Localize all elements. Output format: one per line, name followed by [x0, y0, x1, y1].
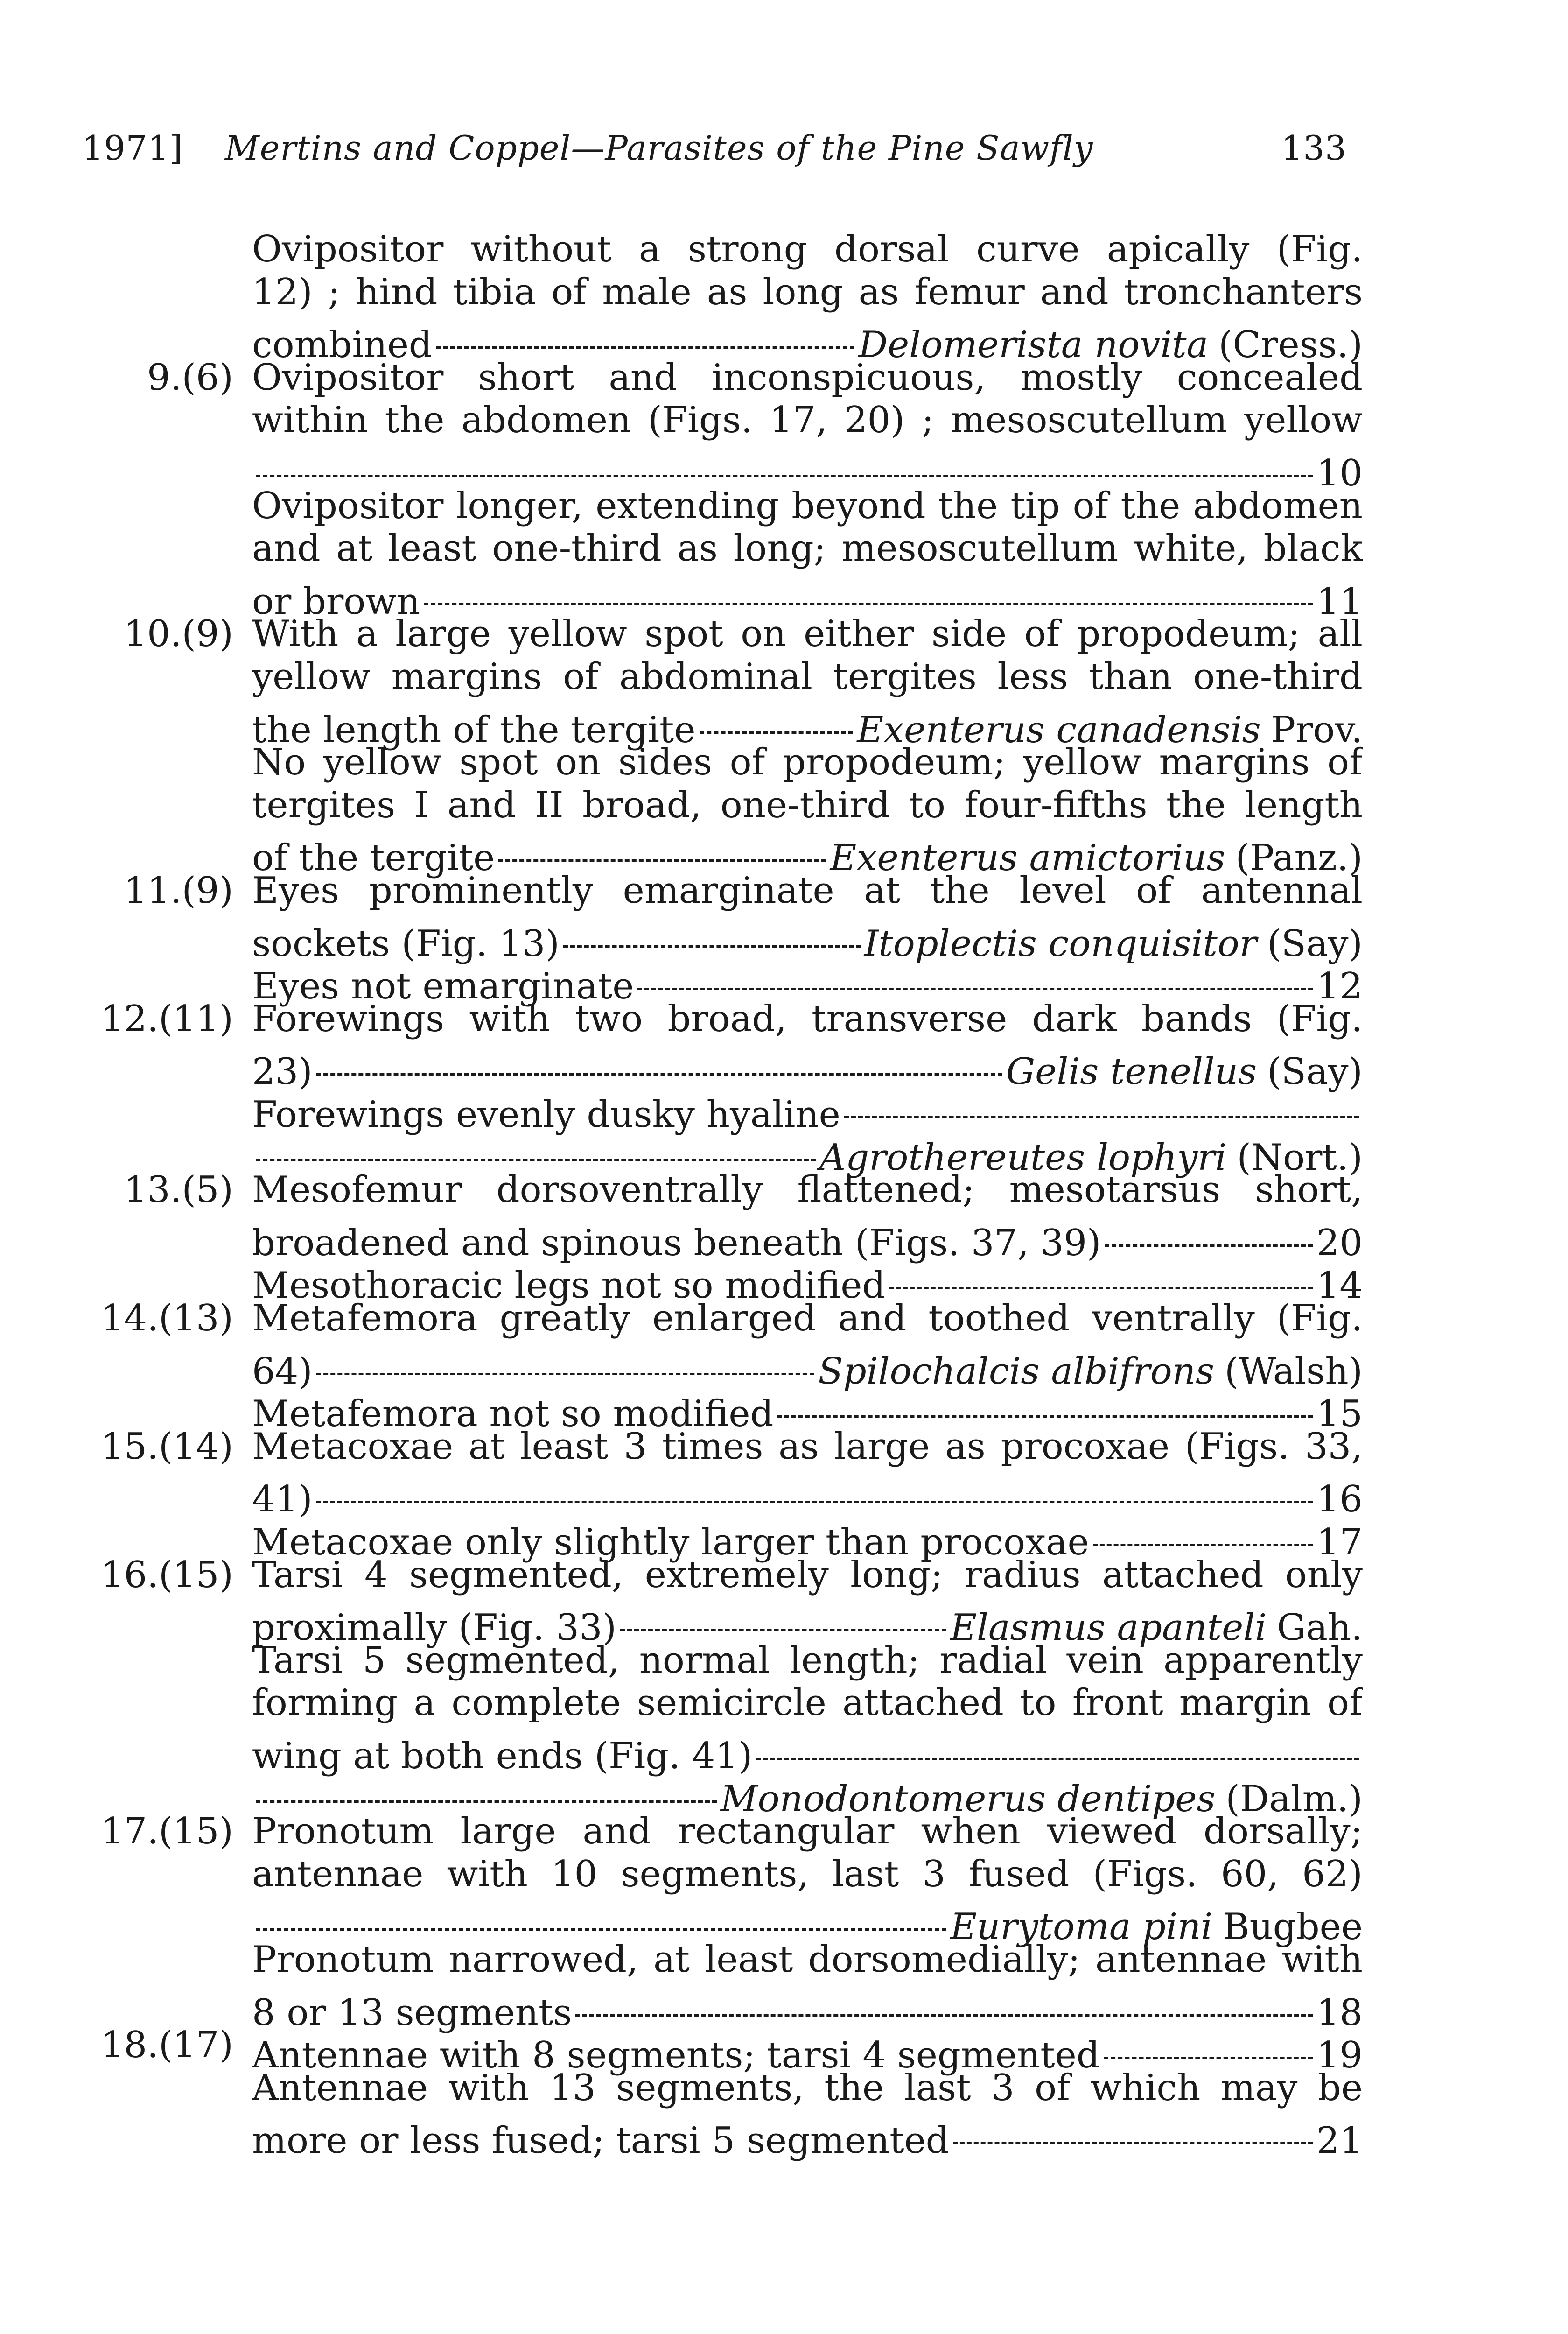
dotted-leader	[256, 1125, 816, 1170]
line-text: Metacoxae only slightly larger than procoxae	[252, 1521, 1089, 1563]
dotted-leader	[316, 1339, 815, 1384]
key-line	[252, 1595, 1363, 1649]
line-text: With a large yellow spot on either side of propodeum; all	[252, 613, 1363, 655]
key-line	[252, 1253, 1363, 1307]
key-line	[252, 654, 1363, 699]
line-text: Eyes not emarginate	[252, 965, 634, 1008]
taxon-name: Monodontomerus dentipes	[720, 1778, 1216, 1820]
line-text: Metacoxae at least 3 times as large as procoxae (Figs. 33,	[252, 1425, 1363, 1468]
dotted-leader	[256, 1894, 946, 1939]
line-text: within the abdomen (Figs. 17, 20) ; mesoscutellum yellow	[252, 399, 1363, 442]
line-text: Ovipositor short and inconspicuous, mostly concealed	[252, 356, 1363, 399]
key-line	[252, 2066, 1363, 2110]
key-line	[252, 484, 1363, 528]
line-text: Antennae with 8 segments; tarsi 4 segmented	[252, 2034, 1100, 2077]
line-text: 23)	[252, 1051, 313, 1093]
dotted-leader	[953, 2108, 1313, 2153]
dotted-leader	[436, 312, 855, 357]
line-text: more or less fused; tarsi 5 segmented	[252, 2120, 949, 2162]
couplet-number: 10.(9)	[124, 613, 233, 655]
taxon-author: (Cress.)	[1218, 324, 1363, 366]
key-line	[252, 1167, 1363, 1212]
taxon-name: Spilochalcis albifrons	[818, 1350, 1215, 1392]
couplet-target: 15	[1316, 1393, 1363, 1435]
dotted-leader	[424, 569, 1313, 614]
line-text: yellow margins of abdominal tergites less than one-third	[252, 656, 1363, 698]
couplet-number: 9.(6)	[147, 356, 233, 399]
dotted-leader	[756, 1723, 1359, 1768]
key-line	[252, 1937, 1363, 1982]
taxon-name: Eurytoma pini	[950, 1906, 1213, 1948]
key-line	[252, 697, 1363, 751]
key-line	[252, 1339, 1363, 1392]
taxon-name: Agrothereutes lophyri	[819, 1136, 1227, 1179]
dotted-leader	[256, 1766, 717, 1811]
key-line	[252, 1553, 1363, 1597]
dotted-leader	[316, 1467, 1313, 1511]
couplet-number: 15.(14)	[100, 1425, 233, 1468]
key-line	[252, 526, 1363, 571]
key-line	[252, 868, 1363, 913]
key-line	[252, 312, 1363, 366]
couplet-target: 21	[1316, 2120, 1363, 2162]
dotted-leader	[498, 825, 826, 870]
line-text: No yellow spot on sides of propodeum; yellow margins of	[252, 741, 1363, 784]
dotted-leader	[316, 1039, 1002, 1084]
dotted-leader	[1104, 2023, 1313, 2067]
key-line	[252, 1296, 1363, 1341]
line-text: combined	[252, 324, 432, 366]
key-line	[252, 1125, 1363, 1179]
key-line	[252, 1852, 1363, 1897]
couplet-target: 18	[1316, 1991, 1363, 2034]
line-text: Ovipositor longer, extending beyond the tip of the abdomen	[252, 485, 1363, 527]
line-text: 41)	[252, 1478, 313, 1521]
line-text: and at least one-third as long; mesoscutellum white, black	[252, 527, 1363, 570]
line-text: 64)	[252, 1350, 313, 1392]
key-line	[252, 270, 1363, 315]
key-line	[252, 569, 1363, 623]
line-text: of the tergite	[252, 837, 495, 879]
key-line	[252, 2023, 1363, 2077]
line-text: Mesothoracic legs not so modified	[252, 1265, 886, 1307]
running-header	[82, 122, 1361, 174]
line-text: or brown	[252, 580, 420, 623]
couplet-target: 17	[1316, 1521, 1363, 1563]
key-line	[252, 1680, 1363, 1725]
couplet-number: 13.(5)	[124, 1169, 233, 1211]
key-line	[252, 1210, 1363, 1264]
taxon-name: Gelis tenellus	[1006, 1051, 1257, 1093]
taxon-author: (Say)	[1267, 922, 1363, 965]
line-text: broadened and spinous beneath (Figs. 37, 39)	[252, 1222, 1101, 1264]
couplet-number: 14.(13)	[100, 1297, 233, 1339]
line-text: sockets (Fig. 13)	[252, 922, 560, 965]
couplet-target: 16	[1316, 1478, 1363, 1521]
taxon-author: Bugbee	[1223, 1906, 1363, 1948]
dotted-leader	[256, 441, 1313, 485]
key-line	[252, 355, 1363, 400]
line-text: Metafemora greatly enlarged and toothed ventrally (Fig.	[252, 1297, 1363, 1339]
key-line	[252, 997, 1363, 1041]
couplet-target: 11	[1316, 580, 1363, 623]
taxon-author: (Dalm.)	[1225, 1778, 1363, 1820]
key-line	[252, 612, 1363, 656]
couplet-number: 17.(15)	[100, 1810, 233, 1853]
line-text: antennae with 10 segments, last 3 fused (Figs. 60, 62)	[252, 1853, 1363, 1895]
key-line	[252, 1082, 1363, 1136]
taxon-author: Gah.	[1277, 1607, 1363, 1649]
line-text: 12) ; hind tibia of male as long as femur and tronchanters	[252, 271, 1363, 313]
couplet-number: 18.(17)	[100, 2024, 233, 2067]
key-line	[252, 2108, 1363, 2162]
taxon-author: (Nort.)	[1237, 1136, 1363, 1179]
key-line	[252, 740, 1363, 785]
line-text: tergites I and II broad, one-third to four-fifths the length	[252, 784, 1363, 826]
couplet-number: 11.(9)	[124, 870, 233, 912]
line-text: Pronotum narrowed, at least dorsomedially; antennae with	[252, 1939, 1363, 1981]
line-text: Tarsi 4 segmented, extremely long; radius attached only	[252, 1554, 1363, 1596]
line-text: wing at both ends (Fig. 41)	[252, 1735, 753, 1777]
dotted-leader	[700, 697, 854, 742]
couplet-target: 12	[1316, 965, 1363, 1008]
dotted-leader	[1093, 1510, 1313, 1554]
dotted-leader	[637, 954, 1312, 998]
line-text: Mesofemur dorsoventrally flattened; mesotarsus short,	[252, 1169, 1363, 1211]
dotted-leader	[844, 1082, 1359, 1127]
header-title: Mertins and Coppel—Parasites of the Pine Sawfly	[225, 128, 1093, 168]
line-text: Eyes prominently emarginate at the level of antennal	[252, 870, 1363, 912]
key-line	[252, 1638, 1363, 1683]
dotted-leader	[889, 1253, 1312, 1298]
key-line	[252, 227, 1363, 272]
key-line	[252, 1039, 1363, 1093]
line-text: proximally (Fig. 33)	[252, 1607, 617, 1649]
couplet-number: 12.(11)	[100, 998, 233, 1040]
line-text: Metafemora not so modified	[252, 1393, 774, 1435]
key-line	[252, 1766, 1363, 1820]
taxon-author: (Walsh)	[1225, 1350, 1363, 1392]
taxon-name: Exenterus canadensis	[857, 709, 1261, 751]
line-text: Forewings evenly dusky hyaline	[252, 1094, 840, 1136]
taxon-author: Prov.	[1271, 709, 1363, 751]
line-text: Pronotum large and rectangular when viewed dorsally;	[252, 1810, 1363, 1853]
dotted-leader	[575, 1980, 1312, 2025]
line-text: 8 or 13 segments	[252, 1991, 572, 2034]
key-line	[252, 1894, 1363, 1948]
header-year: 1971]	[82, 128, 183, 168]
key-line	[252, 1467, 1363, 1521]
couplet-number: 16.(15)	[100, 1554, 233, 1596]
key-line	[252, 1381, 1363, 1435]
key-line	[252, 825, 1363, 879]
couplet-target: 10	[1316, 452, 1363, 494]
line-text: Tarsi 5 segmented, normal length; radial vein apparently	[252, 1639, 1363, 1681]
key-line	[252, 954, 1363, 1008]
taxon-name: Itoplectis conquisitor	[864, 922, 1257, 965]
page-number: 133	[1281, 128, 1347, 168]
taxon-author: (Panz.)	[1235, 837, 1363, 879]
line-text: the length of the tergite	[252, 709, 696, 751]
couplet-target: 19	[1316, 2034, 1363, 2077]
line-text: forming a complete semicircle attached to front margin of	[252, 1682, 1363, 1724]
key-line	[252, 1424, 1363, 1469]
couplet-target: 14	[1316, 1265, 1363, 1307]
dotted-leader	[563, 911, 861, 956]
dotted-leader	[1105, 1210, 1312, 1255]
line-text: Ovipositor without a strong dorsal curve apically (Fig.	[252, 228, 1363, 270]
line-text: Antennae with 13 segments, the last 3 of which may be	[252, 2067, 1363, 2109]
key-line	[252, 1809, 1363, 1854]
key-line	[252, 783, 1363, 828]
key-line	[252, 398, 1363, 443]
taxon-name: Delomerista novita	[858, 324, 1209, 366]
key-line	[252, 1980, 1363, 2034]
dotted-leader	[777, 1381, 1312, 1426]
dotted-leader	[620, 1595, 946, 1640]
key-line	[252, 911, 1363, 965]
taxon-name: Exenterus amictorius	[830, 837, 1225, 879]
couplet-target: 20	[1316, 1222, 1363, 1264]
taxon-name: Elasmus apanteli	[950, 1607, 1267, 1649]
key-line	[252, 441, 1363, 494]
taxon-author: (Say)	[1267, 1051, 1363, 1093]
key-line	[252, 1510, 1363, 1563]
line-text: Forewings with two broad, transverse dark bands (Fig.	[252, 998, 1363, 1040]
key-line	[252, 1723, 1363, 1777]
